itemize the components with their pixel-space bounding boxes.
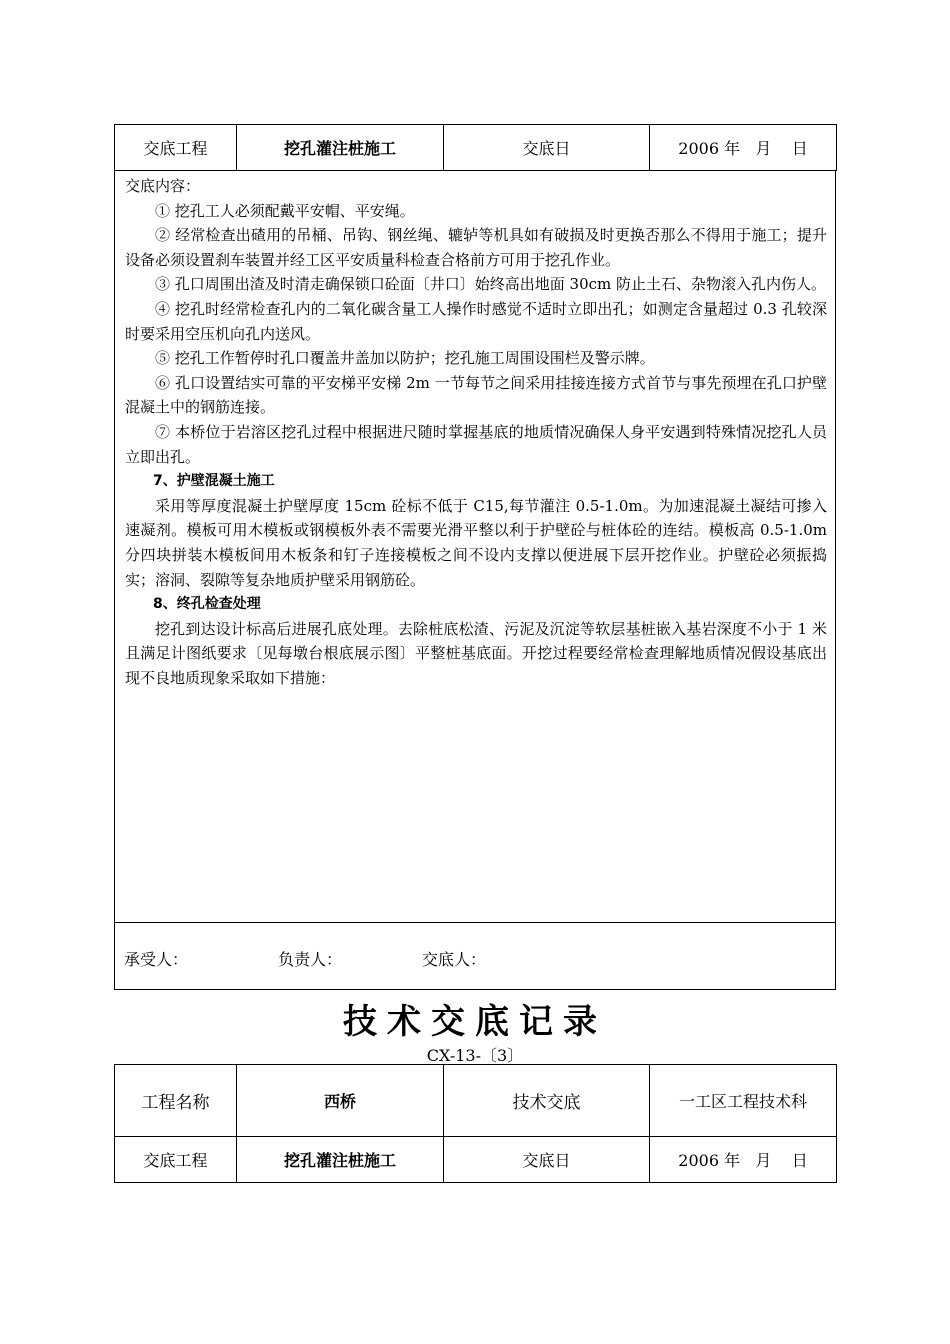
section-heading-8: 8、终孔检查处理	[153, 596, 261, 613]
handover-date-value: 2006 年 月 日	[650, 125, 837, 171]
content-item-7: ⑦ 本桥位于岩溶区挖孔过程中根据进尺随时掌握基底的地质情况确保人身平安遇到特殊情况挖孔人员立即出孔。	[125, 422, 827, 466]
content-text	[125, 174, 827, 690]
handover-project-value: 挖孔灌注桩施工	[237, 125, 444, 171]
content-item-3: ③ 孔口周围出渣及时清走确保锁口砼面〔井口〕始终高出地面 30cm 防止土石、杂物滚入孔内伤人。	[155, 275, 827, 294]
handover-date-label-2: 交底日	[444, 1137, 650, 1183]
document-code: CX-13-〔3〕	[426, 1046, 524, 1065]
content-item-2: ② 经常检查出碴用的吊桶、吊钩、钢丝绳、辘轳等机具如有破损及时更换否那么不得用于施工；提升设备必须设置刹车装置并经工区平安质量科检查合格前方可用于挖孔作业。	[125, 226, 827, 269]
content-intro: 交底内容：	[125, 177, 201, 195]
handover-project-label: 交底工程	[115, 125, 237, 171]
responsible-label: 负责人：	[278, 950, 343, 969]
top-header-table	[114, 124, 837, 171]
content-item-1: ① 挖孔工人必须配戴平安帽、平安绳。	[155, 201, 415, 220]
content-item-6: ⑥ 孔口设置结实可靠的平安梯平安梯 2m 一节每节之间采用挂接连接方式首节与事先预埋在孔口护壁混凝土中的钢筋连接。	[125, 373, 827, 417]
content-box	[114, 170, 836, 922]
content-item-5: ⑤ 挖孔工作暂停时孔口覆盖井盖加以防护；挖孔施工周围设围栏及警示牌。	[155, 349, 655, 368]
handover-date-value-2: 2006 年 月 日	[650, 1137, 837, 1183]
technical-handover-label: 技术交底	[444, 1065, 650, 1137]
content-item-4: ④ 挖孔时经常检查孔内的二氧化碳含量工人操作时感觉不适时立即出孔；如测定含量超过 0.3 孔较深时要采用空压机向孔内送风。	[125, 299, 827, 343]
project-name-label: 工程名称	[115, 1065, 237, 1137]
handover-project-label-2: 交底工程	[115, 1137, 237, 1183]
project-name-value: 西桥	[237, 1065, 444, 1137]
section-paragraph-8: 挖孔到达设计标高后进展孔底处理。去除桩底松渣、污泥及沉淀等软层基桩嵌入基岩深度不小于 1 米且满足计图纸要求〔见每墩台根底展示图〕平整桩基底面。开挖过程要经常检查理解地质情况假设基底出现不良地质现象采取如下措施：	[125, 619, 827, 687]
section-paragraph-7: 采用等厚度混凝土护壁厚度 15cm 砼标不低于 C15,每节灌注 0.5-1.0m。为加速混凝土凝结可掺入速凝剂。模板可用木模板或钢模板外表不需要光滑平整以利于护壁砼与桩体砼的连结。模板高 0.5-1.0m 分四块拼装木模板间用木板条和钉子连接模板之间不设内支撑以便进展下层开挖作业。护壁砼必须振捣实；溶洞、裂隙等复杂地质护壁采用钢筋砼。	[125, 496, 827, 589]
bottom-header-table	[114, 1064, 837, 1183]
receiver-label: 承受人：	[124, 950, 189, 969]
page-title: 技术交底记录	[343, 1002, 607, 1042]
department-value: 一工区工程技术科	[650, 1065, 837, 1137]
presenter-label: 交底人：	[422, 950, 487, 969]
handover-date-label: 交底日	[444, 125, 650, 171]
signature-row	[114, 922, 836, 990]
handover-project-value-2: 挖孔灌注桩施工	[237, 1137, 444, 1183]
section-heading-7: 7、护壁混凝土施工	[153, 473, 275, 490]
